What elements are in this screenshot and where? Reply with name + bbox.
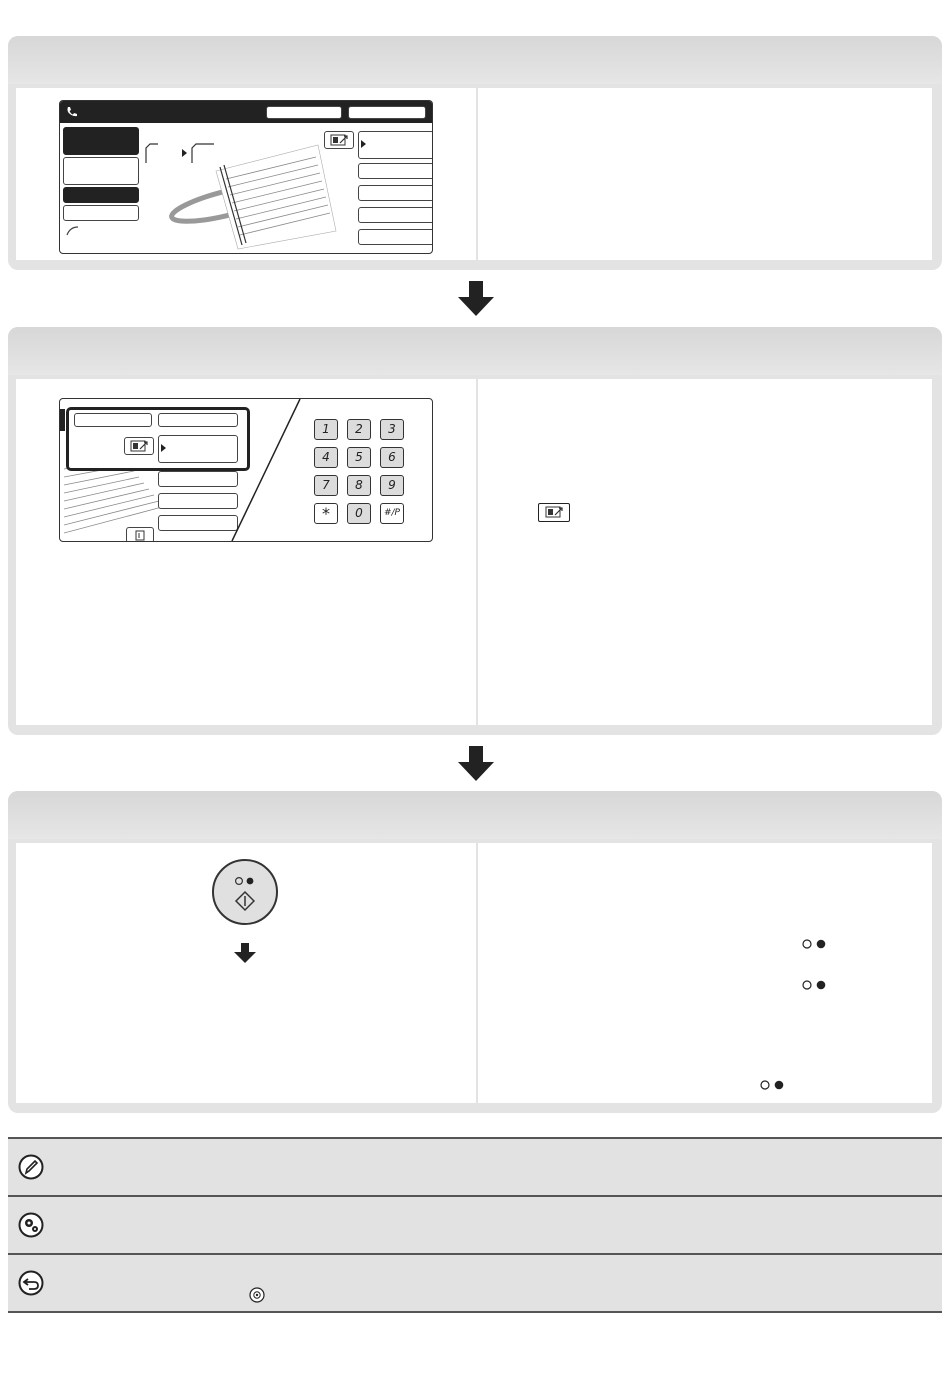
key-7[interactable]: 7: [314, 475, 338, 496]
screen-edge-diagonal: [60, 399, 432, 541]
gear-settings-icon: [18, 1212, 44, 1238]
inline-scan-settings-icon: [538, 503, 570, 522]
side-button-4[interactable]: [358, 207, 433, 223]
note-row-return: [8, 1253, 942, 1313]
down-arrow-icon: [456, 281, 496, 317]
mode-button-2[interactable]: [63, 157, 139, 185]
indicator-dots-icon: [801, 979, 831, 991]
step-1-header: [8, 36, 942, 84]
scan-settings-icon: [325, 132, 353, 148]
stop-key-icon: [249, 1287, 265, 1303]
side-button-5[interactable]: [358, 229, 433, 245]
step-1-right-pane: [478, 88, 932, 260]
title-button-1[interactable]: [266, 106, 342, 119]
indicator-dots-icon: [801, 938, 831, 950]
side-button-1[interactable]: [358, 131, 433, 159]
step-2-panel: [8, 327, 942, 735]
pencil-note-icon: [18, 1154, 44, 1180]
title-button-2[interactable]: [348, 106, 426, 119]
side-button-2[interactable]: [358, 163, 433, 179]
return-arrow-icon: [18, 1270, 44, 1296]
keypad-screen-mockup: [59, 398, 433, 542]
key-2[interactable]: 2: [347, 419, 371, 440]
key-3[interactable]: 3: [380, 419, 404, 440]
key-hash-p[interactable]: #/P: [380, 503, 404, 524]
hook-icon: [66, 225, 80, 237]
key-0[interactable]: 0: [347, 503, 371, 524]
key-1[interactable]: 1: [314, 419, 338, 440]
key-8[interactable]: 8: [347, 475, 371, 496]
down-arrow-icon: [456, 746, 496, 782]
arrow-right-icon: [361, 140, 367, 148]
document-illustration: [168, 141, 338, 251]
step-3-right-pane: [478, 843, 932, 1103]
note-row-settings: [8, 1195, 942, 1253]
key-9[interactable]: 9: [380, 475, 404, 496]
mode-button-3[interactable]: [63, 187, 139, 203]
mode-button-1[interactable]: [63, 127, 139, 155]
notes-section: [8, 1137, 942, 1313]
step-3-panel: [8, 791, 942, 1113]
step-3-header: [8, 791, 942, 839]
start-key-icon[interactable]: [210, 857, 280, 927]
step-2-header: [8, 327, 942, 375]
key-6[interactable]: 6: [380, 447, 404, 468]
key-star[interactable]: *: [314, 503, 338, 524]
mode-button-4[interactable]: [63, 205, 139, 221]
key-4[interactable]: 4: [314, 447, 338, 468]
small-down-arrow-icon: [234, 943, 256, 963]
note-row-pencil: [8, 1137, 942, 1195]
key-5[interactable]: 5: [347, 447, 371, 468]
side-button-3[interactable]: [358, 185, 433, 201]
scan-settings-icon-button[interactable]: [324, 131, 354, 149]
indicator-dots-icon: [759, 1079, 789, 1091]
fax-screen-mockup: [59, 100, 433, 254]
phone-icon: [66, 106, 78, 118]
step-2-right-pane: [478, 379, 932, 725]
step-1-panel: [8, 36, 942, 270]
